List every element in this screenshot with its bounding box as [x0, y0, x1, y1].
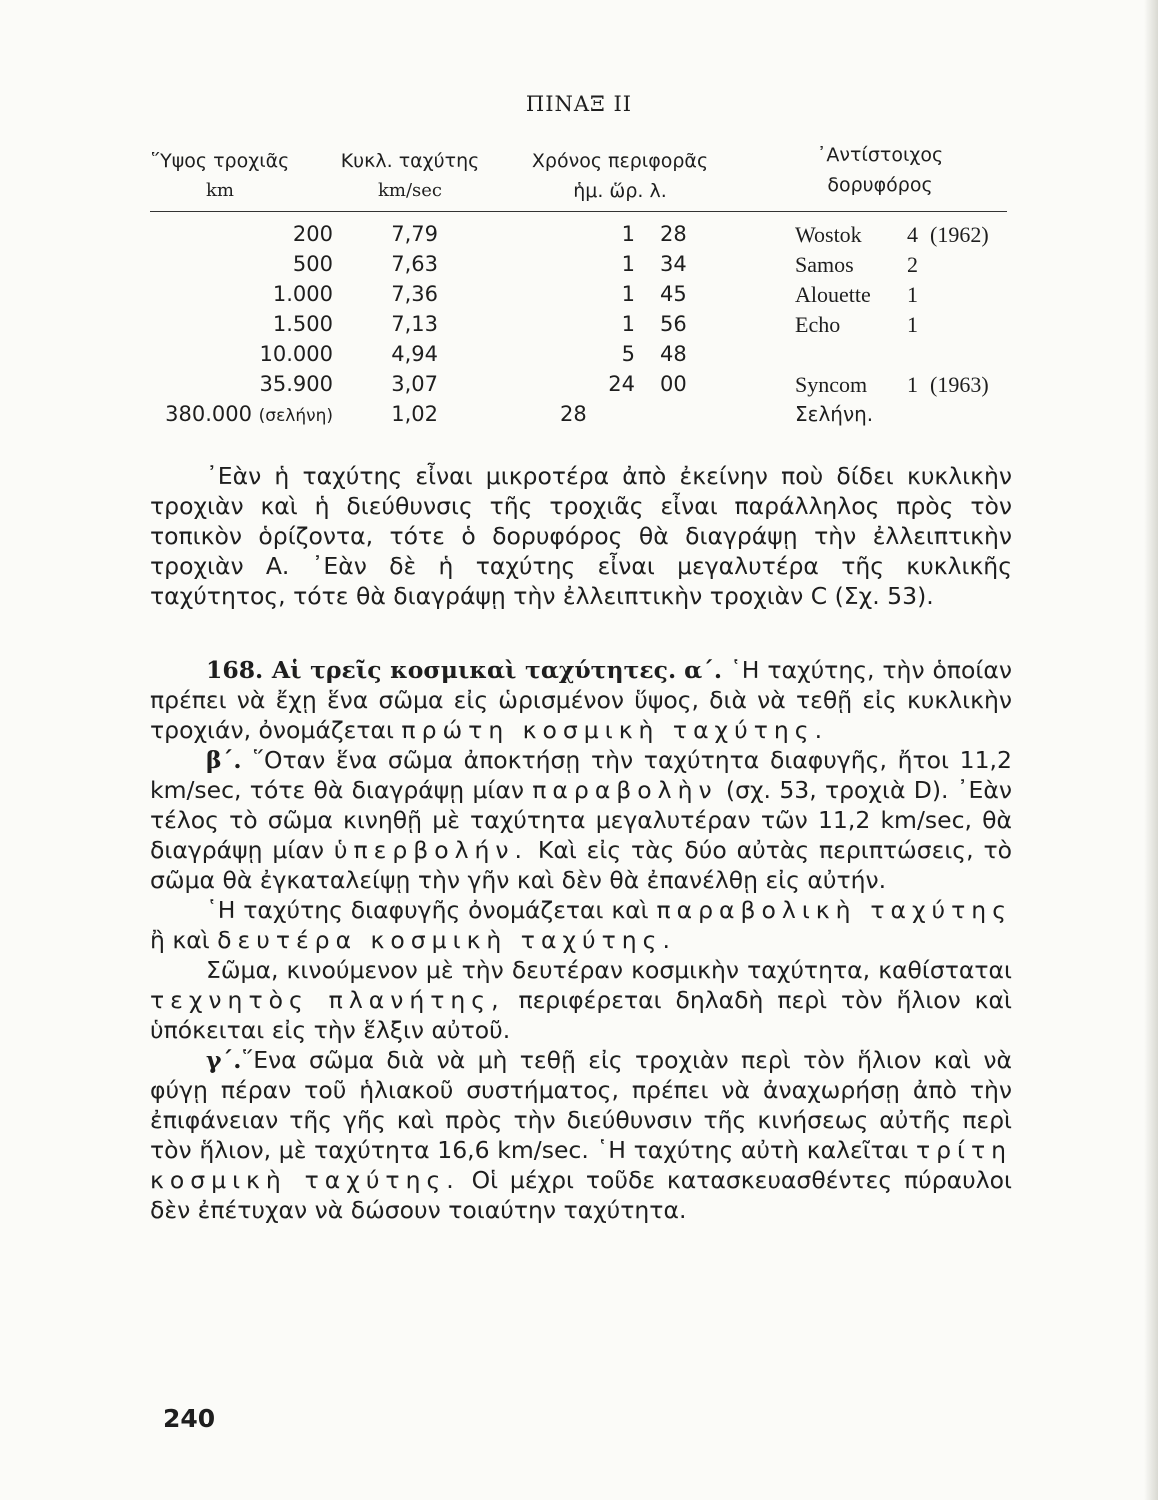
cell-altitude-value: 380.000	[165, 402, 252, 426]
table-row	[0, 282, 1158, 312]
planet-term: τεχνητὸς πλανήτης,	[150, 986, 505, 1014]
planet-text-2: περιφέρεται δηλαδὴ περὶ τὸν ἥλιον καὶ ὑπόκειται εἰς τὴν ἕλξιν αὐτοῦ.	[150, 986, 1012, 1044]
item-g-text-1: ῞Ενα σῶμα διὰ νὰ μὴ τεθῇ εἰς τροχιὰν περὶ τὸν ἥλιον καὶ νὰ φύγῃ πέραν τοῦ ἡλιακοῦ συστήματος, πρέπει νὰ ἀναχωρήσῃ ἀπὸ τὴν ἐπιφάνειαν τῆς γῆς καὶ πρὸς τὴν διεύθυνσιν τῆς κινήσεως αὐτῆς περὶ τὸν ἥλιον, μὲ ταχύτητα 16,6 km/sec. ῾Η ταχύτης αὐτὴ καλεῖται	[150, 1046, 1012, 1164]
cell-minutes: 56	[660, 312, 687, 336]
header-satellite-sub: δορυφόρος	[827, 174, 933, 196]
cell-year: (1962)	[930, 222, 989, 247]
paragraph-planet	[150, 955, 1012, 1045]
cell-velocity: 3,07	[391, 372, 438, 396]
header-altitude-label: ῞Υψος τροχιᾶς	[150, 150, 290, 172]
escape-term-1: παραβολικὴ ταχύτης	[656, 896, 1012, 924]
header-period	[500, 146, 740, 206]
cell-velocity: 7,79	[391, 222, 438, 246]
cell-hours: 5	[621, 342, 635, 366]
cell-satellite: Samos	[795, 252, 854, 277]
item-g-term: τρίτη κοσμικὴ ταχύτης.	[150, 1136, 1012, 1194]
cell-satellite: Wostok	[795, 222, 862, 247]
page-number: 240	[163, 1404, 216, 1433]
cell-minutes: 00	[660, 372, 687, 396]
header-velocity-label: Κυκλ. ταχύτης	[340, 150, 480, 172]
cell-hours: 24	[608, 372, 635, 396]
table-row	[0, 342, 1158, 372]
header-satellite	[760, 140, 1000, 200]
paragraph-item-b	[150, 745, 1012, 895]
cell-satellite: Σελήνη.	[795, 402, 874, 426]
cell-altitude: 35.900	[259, 372, 333, 396]
cell-hours: 1	[621, 282, 635, 306]
cell-satellite: Syncom	[795, 372, 868, 397]
section-heading: 168. Αἱ τρεῖς κοσμικαὶ ταχύτητες.	[206, 656, 677, 684]
table-row	[0, 252, 1158, 282]
escape-text-2: ἢ καὶ	[150, 926, 210, 954]
cell-year: (1963)	[930, 372, 989, 397]
header-satellite-label: ᾿Αντίστοιχος	[816, 144, 944, 166]
cell-hours: 1	[621, 312, 635, 336]
table-row	[0, 222, 1158, 252]
escape-text-1: ῾Η ταχύτης διαφυγῆς ὀνομάζεται καὶ	[206, 896, 649, 924]
item-b-term-1: παραβολὴν	[532, 776, 718, 804]
cell-satellite: Echo	[795, 312, 841, 337]
cell-altitude: 1.000	[272, 282, 333, 306]
cell-minutes: 34	[660, 252, 687, 276]
cell-altitude: 1.500	[272, 312, 333, 336]
cell-hours: 1	[621, 252, 635, 276]
cell-velocity: 4,94	[391, 342, 438, 366]
paragraph-section-168	[150, 655, 1012, 745]
paragraph-escape	[150, 895, 1012, 955]
item-b-text-3: Καὶ εἰς τὰς δύο αὐτὰς περιπτώσεις, τὸ σῶμα θὰ ἐγκαταλείψῃ τὴν γῆν καὶ δὲν θὰ ἐπανέλθῃ εἰς αὐτήν.	[150, 836, 1012, 894]
cell-altitude-note: (σελήνη)	[258, 406, 333, 426]
header-altitude	[120, 146, 320, 206]
cell-altitude	[165, 402, 333, 426]
cell-hours: 1	[621, 222, 635, 246]
cell-altitude: 500	[292, 252, 333, 276]
section-gap	[150, 611, 1012, 655]
cell-altitude: 10.000	[259, 342, 333, 366]
cell-velocity: 1,02	[391, 402, 438, 426]
header-altitude-unit: km	[206, 180, 234, 201]
item-g-label: γ΄.	[206, 1046, 242, 1074]
cell-days: 28	[560, 402, 587, 426]
escape-term-2: δευτέρα κοσμικὴ ταχύτης.	[217, 926, 676, 954]
cell-count: 2	[907, 252, 918, 277]
item-a-term: πρώτη κοσμικὴ ταχύτης.	[401, 716, 829, 744]
cell-count: 1	[907, 312, 918, 337]
item-b-label: β΄.	[206, 746, 242, 774]
item-a-label: α΄.	[684, 656, 723, 684]
header-velocity	[310, 146, 510, 206]
paragraph-item-g	[150, 1045, 1012, 1225]
item-a-text: ῾Η ταχύτης, τὴν ὁποίαν πρέπει νὰ ἔχῃ ἕνα σῶμα εἰς ὡρισμένον ὕψος, διὰ νὰ τεθῇ εἰς κυκλικὴν τροχιάν, ὀνομάζεται	[150, 656, 1012, 744]
header-period-units: ἡμ. ὥρ. λ.	[573, 180, 667, 202]
cell-altitude: 200	[292, 222, 333, 246]
cell-count: 1	[907, 282, 918, 307]
cell-minutes: 45	[660, 282, 687, 306]
header-velocity-unit: km/sec	[377, 180, 442, 201]
cell-minutes: 28	[660, 222, 687, 246]
cell-velocity: 7,63	[391, 252, 438, 276]
planet-text-1: Σῶμα, κινούμενον μὲ τὴν δευτέραν κοσμικὴν ταχύτητα, καθίσταται	[206, 956, 1012, 984]
item-g-text-2: Οἱ μέχρι τοῦδε κατασκευασθέντες πύραυλοι δὲν ἐπέτυχαν νὰ δώσουν τοιαύτην ταχύτητα.	[150, 1166, 1013, 1224]
table-row	[0, 312, 1158, 342]
item-b-term-2: ὑπερβολήν.	[333, 836, 529, 864]
table-title: ΠΙΝΑΞ ΙΙ	[525, 92, 633, 116]
header-period-label: Χρόνος περιφορᾶς	[531, 150, 709, 172]
cell-velocity: 7,13	[391, 312, 438, 336]
table-row	[0, 402, 1158, 432]
item-b-text-2: (σχ. 53, τροχιὰ D). ᾿Εὰν τέλος τὸ σῶμα κινηθῇ μὲ ταχύτητα μεγαλυτέραν τῶν 11,2 km/sec, θὰ διαγράψῃ μίαν	[150, 776, 1012, 864]
cell-minutes: 48	[660, 342, 687, 366]
paragraph-1: ᾿Εὰν ἡ ταχύτης εἶναι μικροτέρα ἀπὸ ἐκείνην ποὺ δίδει κυκλικὴν τροχιὰν καὶ ἡ διεύθυνσις τῆς τροχιᾶς εἶναι παράλληλος πρὸς τὸν τοπικὸν ὁρίζοντα, τότε ὁ δορυφόρος θὰ διαγράψῃ τὴν ἐλλειπτικὴν τροχιὰν Α. ᾿Εὰν δὲ ἡ ταχύτης εἶναι μεγαλυτέρα τῆς κυκλικῆς ταχύτητος, τότε θὰ διαγράψῃ τὴν ἐλλειπτικὴν τροχιὰν C (Σχ. 53).	[150, 462, 1012, 610]
cell-velocity: 7,36	[391, 282, 438, 306]
table-row	[0, 372, 1158, 402]
item-b-text-1: ῞Οταν ἕνα σῶμα ἀποκτήσῃ τὴν ταχύτητα διαφυγῆς, ἤτοι 11,2 km/sec, τότε θὰ διαγράψῃ μίαν	[150, 746, 1012, 804]
cell-count: 4	[907, 222, 918, 247]
table-rule	[150, 211, 1007, 212]
body-text	[150, 461, 1012, 1225]
cell-count: 1	[907, 372, 918, 397]
cell-satellite: Alouette	[795, 282, 871, 307]
